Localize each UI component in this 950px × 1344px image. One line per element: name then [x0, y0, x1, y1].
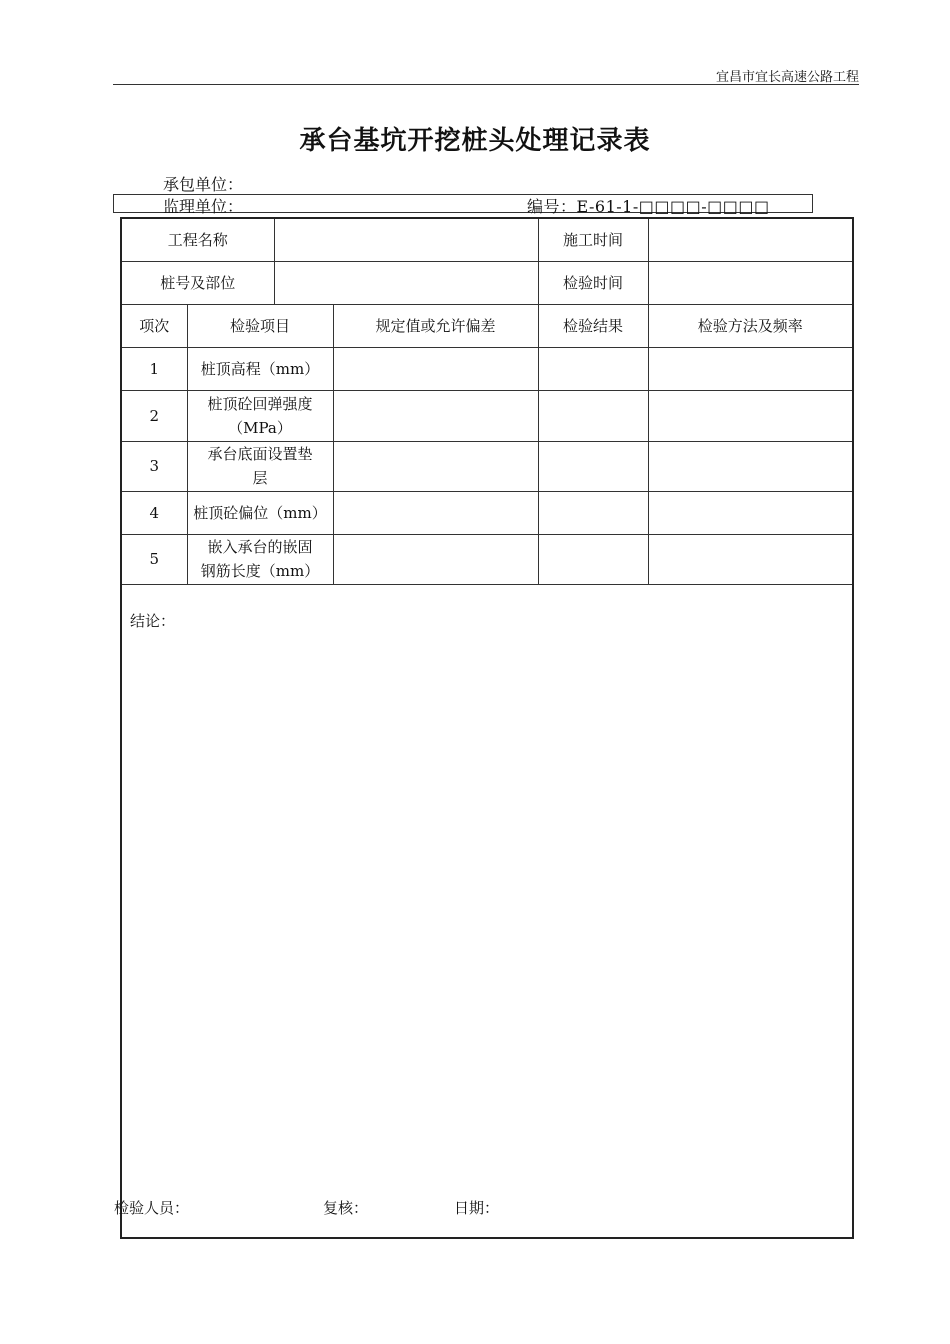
- record-table: [120, 217, 854, 1239]
- row-item: [187, 491, 333, 534]
- row-item-line2: 钢筋长度（mm）: [200, 562, 320, 580]
- header-divider: [113, 84, 859, 85]
- row-item-line2: 层: [252, 469, 268, 487]
- row-method[interactable]: [648, 390, 853, 441]
- row-item: [187, 441, 333, 491]
- row-item: [187, 534, 333, 584]
- table-row: [121, 441, 853, 491]
- project-name-value[interactable]: [274, 218, 538, 261]
- row-item-line1: 桩顶砼偏位（mm）: [193, 503, 327, 522]
- construction-time-value[interactable]: [648, 218, 853, 261]
- pile-location-value[interactable]: [274, 261, 538, 304]
- row-item-line1: 承台底面设置垫: [207, 445, 313, 463]
- page-title: 承台基坑开挖桩头处理记录表: [299, 126, 651, 156]
- row-item-line1: 桩顶高程（mm）: [200, 359, 320, 378]
- row-no: 1: [121, 347, 187, 390]
- info-row-2: [121, 261, 853, 304]
- header-org: 宜昌市宜长高速公路工程: [715, 70, 859, 85]
- inspector-label: 检验人员：: [114, 1199, 190, 1217]
- col-header-no: 项次: [121, 304, 187, 347]
- inspection-time-label: 检验时间: [538, 261, 648, 304]
- row-result[interactable]: [538, 534, 648, 584]
- table-row: [121, 390, 853, 441]
- row-result[interactable]: [538, 347, 648, 390]
- row-item-line1: 嵌入承台的嵌固: [207, 538, 313, 556]
- row-no: 4: [121, 491, 187, 534]
- table-row: [121, 491, 853, 534]
- row-spec[interactable]: [333, 491, 538, 534]
- row-item-line1: 桩顶砼回弹强度: [207, 394, 313, 413]
- col-header-item: 检验项目: [187, 304, 333, 347]
- table-row: [121, 534, 853, 584]
- row-result[interactable]: [538, 390, 648, 441]
- row-method[interactable]: [648, 347, 853, 390]
- row-no: 2: [121, 390, 187, 441]
- date-label: 日期：: [454, 1199, 500, 1217]
- row-method[interactable]: [648, 491, 853, 534]
- row-item: [187, 347, 333, 390]
- conclusion-row: [121, 584, 853, 1238]
- row-method[interactable]: [648, 534, 853, 584]
- column-header-row: [121, 304, 853, 347]
- construction-time-label: 施工时间: [538, 218, 648, 261]
- row-spec[interactable]: [333, 347, 538, 390]
- row-spec[interactable]: [333, 534, 538, 584]
- contractor-label: 承包单位：: [163, 175, 244, 194]
- info-row-1: [121, 218, 853, 261]
- table-row: [121, 347, 853, 390]
- row-no: 5: [121, 534, 187, 584]
- conclusion-cell[interactable]: [121, 584, 853, 1238]
- reviewer-label: 复核：: [323, 1199, 369, 1217]
- row-result[interactable]: [538, 491, 648, 534]
- col-header-spec: 规定值或允许偏差: [333, 304, 538, 347]
- pile-location-label: 桩号及部位: [121, 261, 274, 304]
- row-spec[interactable]: [333, 441, 538, 491]
- row-item: [187, 390, 333, 441]
- row-method[interactable]: [648, 441, 853, 491]
- row-no: 3: [121, 441, 187, 491]
- row-spec[interactable]: [333, 390, 538, 441]
- conclusion-label: 结论：: [130, 611, 176, 630]
- col-header-result: 检验结果: [538, 304, 648, 347]
- supervisor-label: 监理单位：: [163, 197, 244, 216]
- inspection-time-value[interactable]: [648, 261, 853, 304]
- row-result[interactable]: [538, 441, 648, 491]
- row-item-line2: （MPa）: [228, 418, 292, 437]
- form-code: 编号：E-61-1-□□□□-□□□□: [527, 197, 770, 216]
- col-header-method: 检验方法及频率: [648, 304, 853, 347]
- project-name-label: 工程名称: [121, 218, 274, 261]
- supervisor-row: [113, 194, 813, 216]
